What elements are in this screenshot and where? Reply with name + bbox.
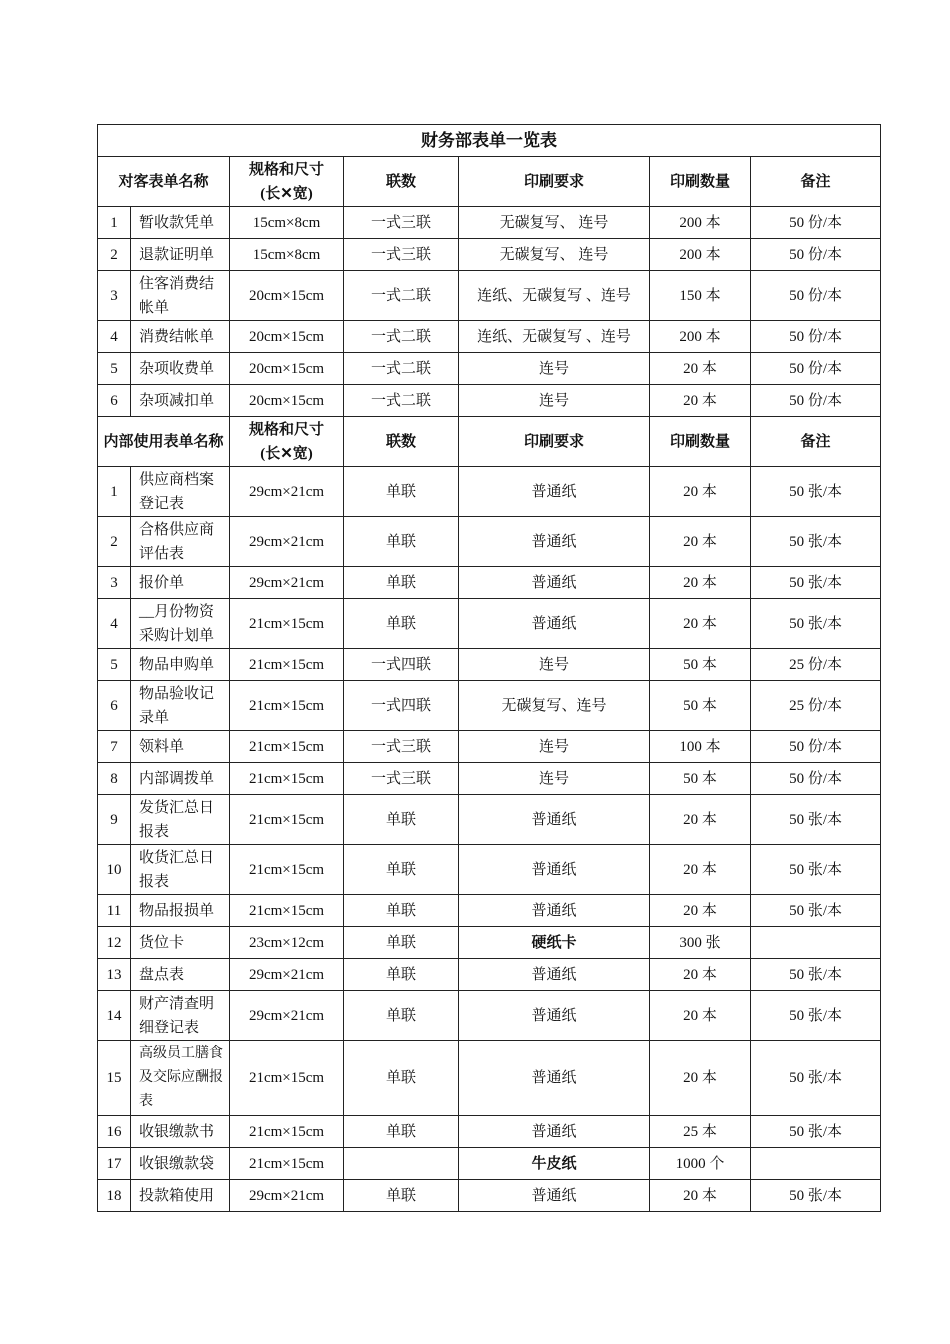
row-no: 7 [98, 731, 131, 763]
header-internal-name: 内部使用表单名称 [98, 417, 230, 467]
header-size-line1: 规格和尺寸 [248, 421, 324, 438]
table-title: 财务部表单一览表 [98, 125, 881, 157]
row-name: 财产清查明细登记表 [131, 991, 230, 1041]
row-no: 14 [98, 991, 131, 1041]
row-quantity: 20 本 [650, 991, 751, 1041]
row-copies: 单联 [344, 1180, 459, 1212]
row-quantity: 20 本 [650, 353, 751, 385]
row-quantity: 100 本 [650, 731, 751, 763]
row-name: 杂项收费单 [131, 353, 230, 385]
row-requirements: 连号 [459, 353, 650, 385]
row-name: 合格供应商评估表 [131, 517, 230, 567]
row-size: 20cm×15cm [230, 321, 344, 353]
row-copies: 一式二联 [344, 385, 459, 417]
row-size: 20cm×15cm [230, 271, 344, 321]
table-row [98, 599, 881, 649]
row-requirements: 普通纸 [459, 1116, 650, 1148]
row-size: 21cm×15cm [230, 1148, 344, 1180]
row-name: 消费结帐单 [131, 321, 230, 353]
header-size-line2: (长✕宽) [260, 185, 313, 202]
row-size: 21cm×15cm [230, 1041, 344, 1116]
row-no: 8 [98, 763, 131, 795]
row-copies: 单联 [344, 895, 459, 927]
row-quantity: 50 本 [650, 681, 751, 731]
row-name: 收货汇总日报表 [131, 845, 230, 895]
table-row [98, 681, 881, 731]
row-copies: 单联 [344, 927, 459, 959]
row-no: 2 [98, 517, 131, 567]
row-requirements: 普通纸 [459, 795, 650, 845]
table-row [98, 321, 881, 353]
row-note: 50 份/本 [751, 239, 881, 271]
header-note: 备注 [751, 157, 881, 207]
row-name: 住客消费结帐单 [131, 271, 230, 321]
row-quantity: 150 本 [650, 271, 751, 321]
row-no: 6 [98, 385, 131, 417]
table-row [98, 795, 881, 845]
table-row [98, 353, 881, 385]
row-quantity: 20 本 [650, 599, 751, 649]
row-size: 15cm×8cm [230, 207, 344, 239]
row-copies: 一式二联 [344, 321, 459, 353]
header-requirements: 印刷要求 [459, 417, 650, 467]
table-row [98, 731, 881, 763]
internal-header-row [98, 417, 881, 467]
row-size: 21cm×15cm [230, 649, 344, 681]
row-note: 50 份/本 [751, 207, 881, 239]
header-size-line2: (长✕宽) [260, 445, 313, 462]
row-quantity: 20 本 [650, 1180, 751, 1212]
row-name: 物品验收记录单 [131, 681, 230, 731]
row-no: 10 [98, 845, 131, 895]
table-row [98, 271, 881, 321]
row-quantity: 20 本 [650, 567, 751, 599]
row-no: 5 [98, 649, 131, 681]
table-row [98, 239, 881, 271]
row-note [751, 927, 881, 959]
table-row [98, 517, 881, 567]
table-row [98, 1041, 881, 1116]
row-note: 50 张/本 [751, 1116, 881, 1148]
row-no: 17 [98, 1148, 131, 1180]
row-copies: 单联 [344, 567, 459, 599]
row-note: 25 份/本 [751, 681, 881, 731]
row-quantity: 20 本 [650, 385, 751, 417]
row-copies: 一式二联 [344, 353, 459, 385]
row-quantity: 20 本 [650, 895, 751, 927]
forms-table [97, 124, 881, 1212]
row-no: 12 [98, 927, 131, 959]
row-requirements: 无碳复写、 连号 [459, 239, 650, 271]
row-copies: 一式四联 [344, 649, 459, 681]
row-size: 21cm×15cm [230, 731, 344, 763]
row-note: 50 份/本 [751, 353, 881, 385]
row-size: 21cm×15cm [230, 1116, 344, 1148]
row-quantity: 20 本 [650, 795, 751, 845]
row-requirements: 连号 [459, 731, 650, 763]
row-copies: 一式四联 [344, 681, 459, 731]
table-row [98, 649, 881, 681]
row-requirements: 普通纸 [459, 895, 650, 927]
row-quantity: 200 本 [650, 207, 751, 239]
row-no: 1 [98, 207, 131, 239]
row-size: 29cm×21cm [230, 991, 344, 1041]
row-requirements: 硬纸卡 [459, 927, 650, 959]
table-row [98, 207, 881, 239]
row-requirements: 普通纸 [459, 1180, 650, 1212]
table-row [98, 845, 881, 895]
row-note [751, 1148, 881, 1180]
row-copies: 单联 [344, 991, 459, 1041]
row-size: 29cm×21cm [230, 567, 344, 599]
table-row [98, 567, 881, 599]
row-requirements: 普通纸 [459, 517, 650, 567]
row-note: 50 份/本 [751, 731, 881, 763]
row-requirements: 普通纸 [459, 567, 650, 599]
row-note: 50 张/本 [751, 959, 881, 991]
row-note: 50 张/本 [751, 1041, 881, 1116]
row-no: 1 [98, 467, 131, 517]
row-name: __月份物资采购计划单 [131, 599, 230, 649]
row-quantity: 50 本 [650, 649, 751, 681]
row-note: 50 份/本 [751, 385, 881, 417]
row-name: 内部调拨单 [131, 763, 230, 795]
row-name: 货位卡 [131, 927, 230, 959]
row-requirements: 连号 [459, 649, 650, 681]
row-size: 23cm×12cm [230, 927, 344, 959]
row-requirements: 普通纸 [459, 991, 650, 1041]
row-size: 20cm×15cm [230, 385, 344, 417]
header-size [230, 417, 344, 467]
row-note: 50 张/本 [751, 567, 881, 599]
header-quantity: 印刷数量 [650, 157, 751, 207]
row-requirements: 连号 [459, 385, 650, 417]
row-no: 3 [98, 271, 131, 321]
row-note: 50 份/本 [751, 321, 881, 353]
table-row [98, 991, 881, 1041]
row-note: 50 张/本 [751, 795, 881, 845]
row-no: 16 [98, 1116, 131, 1148]
row-name: 物品申购单 [131, 649, 230, 681]
row-name: 领料单 [131, 731, 230, 763]
row-quantity: 300 张 [650, 927, 751, 959]
row-no: 9 [98, 795, 131, 845]
row-no: 5 [98, 353, 131, 385]
row-quantity: 25 本 [650, 1116, 751, 1148]
row-size: 15cm×8cm [230, 239, 344, 271]
row-requirements: 连纸、无碳复写 、连号 [459, 321, 650, 353]
table-row [98, 959, 881, 991]
row-name: 退款证明单 [131, 239, 230, 271]
row-requirements: 连纸、无碳复写 、连号 [459, 271, 650, 321]
row-copies: 一式三联 [344, 239, 459, 271]
row-no: 18 [98, 1180, 131, 1212]
row-quantity: 200 本 [650, 321, 751, 353]
row-requirements: 普通纸 [459, 599, 650, 649]
row-note: 50 张/本 [751, 467, 881, 517]
header-copies: 联数 [344, 417, 459, 467]
row-copies: 单联 [344, 1116, 459, 1148]
row-copies: 一式三联 [344, 731, 459, 763]
row-quantity: 20 本 [650, 845, 751, 895]
row-name: 物品报损单 [131, 895, 230, 927]
row-size: 21cm×15cm [230, 763, 344, 795]
row-copies: 单联 [344, 845, 459, 895]
row-requirements: 普通纸 [459, 959, 650, 991]
row-name: 供应商档案登记表 [131, 467, 230, 517]
row-quantity: 20 本 [650, 959, 751, 991]
row-size: 20cm×15cm [230, 353, 344, 385]
row-name: 收银缴款袋 [131, 1148, 230, 1180]
row-name: 高级员工膳食及交际应酬报表 [131, 1041, 230, 1116]
row-no: 4 [98, 321, 131, 353]
table-row [98, 763, 881, 795]
row-quantity: 20 本 [650, 467, 751, 517]
table-row [98, 895, 881, 927]
row-requirements: 普通纸 [459, 1041, 650, 1116]
row-copies: 单联 [344, 467, 459, 517]
header-customer-name: 对客表单名称 [98, 157, 230, 207]
row-name: 投款箱使用 [131, 1180, 230, 1212]
row-requirements: 牛皮纸 [459, 1148, 650, 1180]
row-no: 13 [98, 959, 131, 991]
row-requirements: 无碳复写、 连号 [459, 207, 650, 239]
row-size: 21cm×15cm [230, 795, 344, 845]
row-quantity: 1000 个 [650, 1148, 751, 1180]
row-no: 6 [98, 681, 131, 731]
table-row [98, 1148, 881, 1180]
row-note: 50 张/本 [751, 991, 881, 1041]
row-copies: 单联 [344, 1041, 459, 1116]
row-size: 21cm×15cm [230, 681, 344, 731]
row-name: 发货汇总日报表 [131, 795, 230, 845]
row-no: 15 [98, 1041, 131, 1116]
header-note: 备注 [751, 417, 881, 467]
row-no: 11 [98, 895, 131, 927]
header-size [230, 157, 344, 207]
row-note: 50 张/本 [751, 517, 881, 567]
row-note: 50 张/本 [751, 1180, 881, 1212]
row-name: 收银缴款书 [131, 1116, 230, 1148]
row-note: 50 张/本 [751, 895, 881, 927]
row-size: 29cm×21cm [230, 517, 344, 567]
row-no: 3 [98, 567, 131, 599]
table-row [98, 927, 881, 959]
row-copies: 单联 [344, 599, 459, 649]
table-row [98, 467, 881, 517]
row-requirements: 普通纸 [459, 845, 650, 895]
table-row [98, 1116, 881, 1148]
row-quantity: 20 本 [650, 517, 751, 567]
row-note: 25 份/本 [751, 649, 881, 681]
row-copies: 一式三联 [344, 763, 459, 795]
header-requirements: 印刷要求 [459, 157, 650, 207]
row-note: 50 份/本 [751, 271, 881, 321]
table-row [98, 1180, 881, 1212]
row-copies: 一式三联 [344, 207, 459, 239]
row-copies: 一式二联 [344, 271, 459, 321]
row-requirements: 普通纸 [459, 467, 650, 517]
row-copies [344, 1148, 459, 1180]
row-requirements: 无碳复写、连号 [459, 681, 650, 731]
row-quantity: 200 本 [650, 239, 751, 271]
row-size: 21cm×15cm [230, 895, 344, 927]
row-size: 21cm×15cm [230, 599, 344, 649]
row-copies: 单联 [344, 517, 459, 567]
row-name: 报价单 [131, 567, 230, 599]
row-quantity: 20 本 [650, 1041, 751, 1116]
row-size: 29cm×21cm [230, 959, 344, 991]
row-name: 杂项减扣单 [131, 385, 230, 417]
row-name: 盘点表 [131, 959, 230, 991]
row-note: 50 张/本 [751, 845, 881, 895]
header-quantity: 印刷数量 [650, 417, 751, 467]
row-name: 暂收款凭单 [131, 207, 230, 239]
row-note: 50 份/本 [751, 763, 881, 795]
row-no: 2 [98, 239, 131, 271]
row-note: 50 张/本 [751, 599, 881, 649]
row-size: 29cm×21cm [230, 1180, 344, 1212]
row-copies: 单联 [344, 795, 459, 845]
customer-header-row [98, 157, 881, 207]
row-requirements: 连号 [459, 763, 650, 795]
header-size-line1: 规格和尺寸 [248, 161, 324, 178]
row-size: 21cm×15cm [230, 845, 344, 895]
row-copies: 单联 [344, 959, 459, 991]
header-copies: 联数 [344, 157, 459, 207]
row-size: 29cm×21cm [230, 467, 344, 517]
row-no: 4 [98, 599, 131, 649]
row-quantity: 50 本 [650, 763, 751, 795]
table-row [98, 385, 881, 417]
